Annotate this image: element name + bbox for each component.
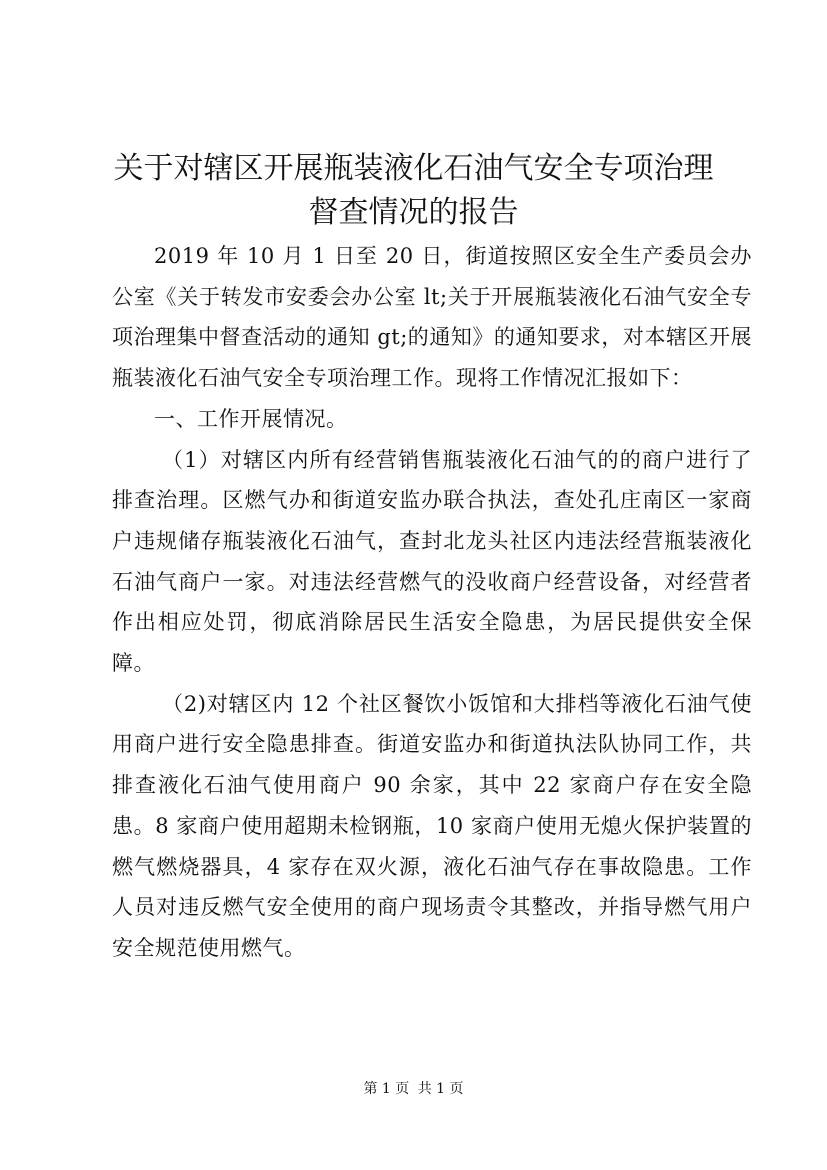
item-2-paragraph: （2)对辖区内 12 个社区餐饮小饭馆和大排档等液化石油气使用商户进行安全隐患排查。街道安监办和街道执法队协同工作，共排查液化石油气使用商户 90 余家，其中 22 家商户存在安全隐患。8 家商户使用超期未检钢瓶，10 家商户使用无熄火保护装置的燃气燃烧器具，4 家存在双火源，液化石油气存在事故隐患。工作人员对违反燃气安全使用的商户现场责令其整改，并指导燃气用户安全规范使用燃气。 <box>112 691 752 960</box>
title-line-1: 关于对辖区开展瓶装液化石油气安全专项治理 <box>113 151 714 186</box>
page-total: 共 1 页 <box>417 1081 464 1097</box>
document-title <box>90 147 737 235</box>
section-heading: 一、工作开展情况。 <box>154 406 348 431</box>
page-number: 第 1 页 <box>363 1081 410 1097</box>
title-line-2: 督查情况的报告 <box>308 195 519 230</box>
page-footer <box>0 1079 827 1099</box>
item-1-paragraph: （1）对辖区内所有经营销售瓶装液化石油气的的商户进行了排查治理。区燃气办和街道安监办联合执法，查处孔庄南区一家商户违规储存瓶装液化石油气，查封北龙头社区内违法经营瓶装液化石油气商户一家。对违法经营燃气的没收商户经营设备，对经营者作出相应处罚，彻底消除居民生活安全隐患，为居民提供安全保障。 <box>112 447 752 676</box>
document-body <box>112 236 752 969</box>
intro-paragraph: 2019 年 10 月 1 日至 20 日，街道按照区安全生产委员会办公室《关于转发市安委会办公室 lt;关于开展瓶装液化石油气安全专项治理集中督查活动的通知 gt;的通知》的通知要求，对本辖区开展瓶装液化石油气安全专项治理工作。现将工作情况汇报如下： <box>112 244 752 391</box>
